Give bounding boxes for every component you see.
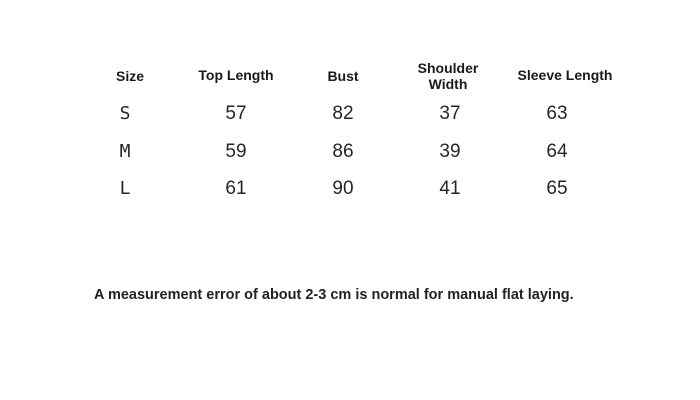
header-size: Size [115,68,145,84]
row-l-bust: 90 [332,178,354,199]
header-sleeve-length: Sleeve Length [517,67,613,83]
row-m-sleeve-length: 64 [546,141,568,162]
row-l-sleeve-length: 65 [546,178,568,199]
row-l-shoulder-width: 41 [439,178,461,199]
row-m-top-length: 59 [225,141,247,162]
row-s-top-length: 57 [225,103,247,124]
row-m-bust: 86 [332,141,354,162]
row-s-size: S [119,103,131,124]
row-l-top-length: 61 [225,178,247,199]
row-s-bust: 82 [332,103,354,124]
header-bust: Bust [327,68,359,84]
measurement-note: A measurement error of about 2-3 cm is normal for manual flat laying. [94,287,574,303]
row-m-size: M [119,141,131,162]
row-m-shoulder-width: 39 [439,141,461,162]
header-shoulder-width: Shoulder Width [417,60,479,92]
header-top-length: Top Length [198,67,274,83]
row-s-shoulder-width: 37 [439,103,461,124]
row-l-size: L [119,178,131,199]
row-s-sleeve-length: 63 [546,103,568,124]
